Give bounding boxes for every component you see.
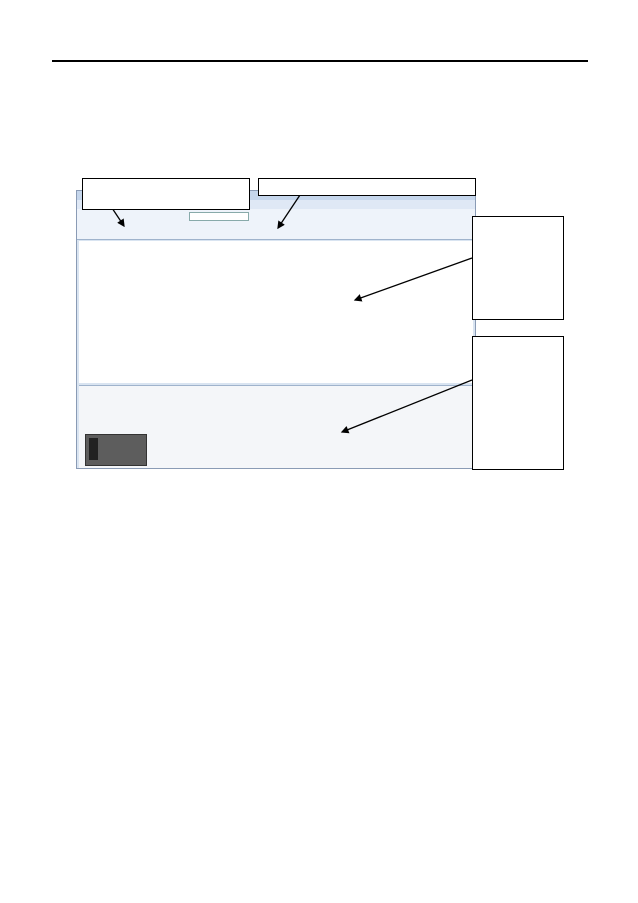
callout-toolbar	[258, 178, 476, 196]
callout-program-area	[472, 216, 564, 320]
screenshot-timetable-grid	[79, 241, 473, 383]
callout-menu	[82, 178, 250, 210]
screenshot-control-panel	[79, 385, 473, 468]
control-panel-box	[85, 434, 147, 466]
screenshot-combo	[189, 212, 249, 221]
app-screenshot	[76, 190, 476, 469]
screenshot-ribbon	[77, 209, 475, 240]
header-rule	[52, 60, 588, 62]
callout-control-panel	[472, 336, 564, 470]
